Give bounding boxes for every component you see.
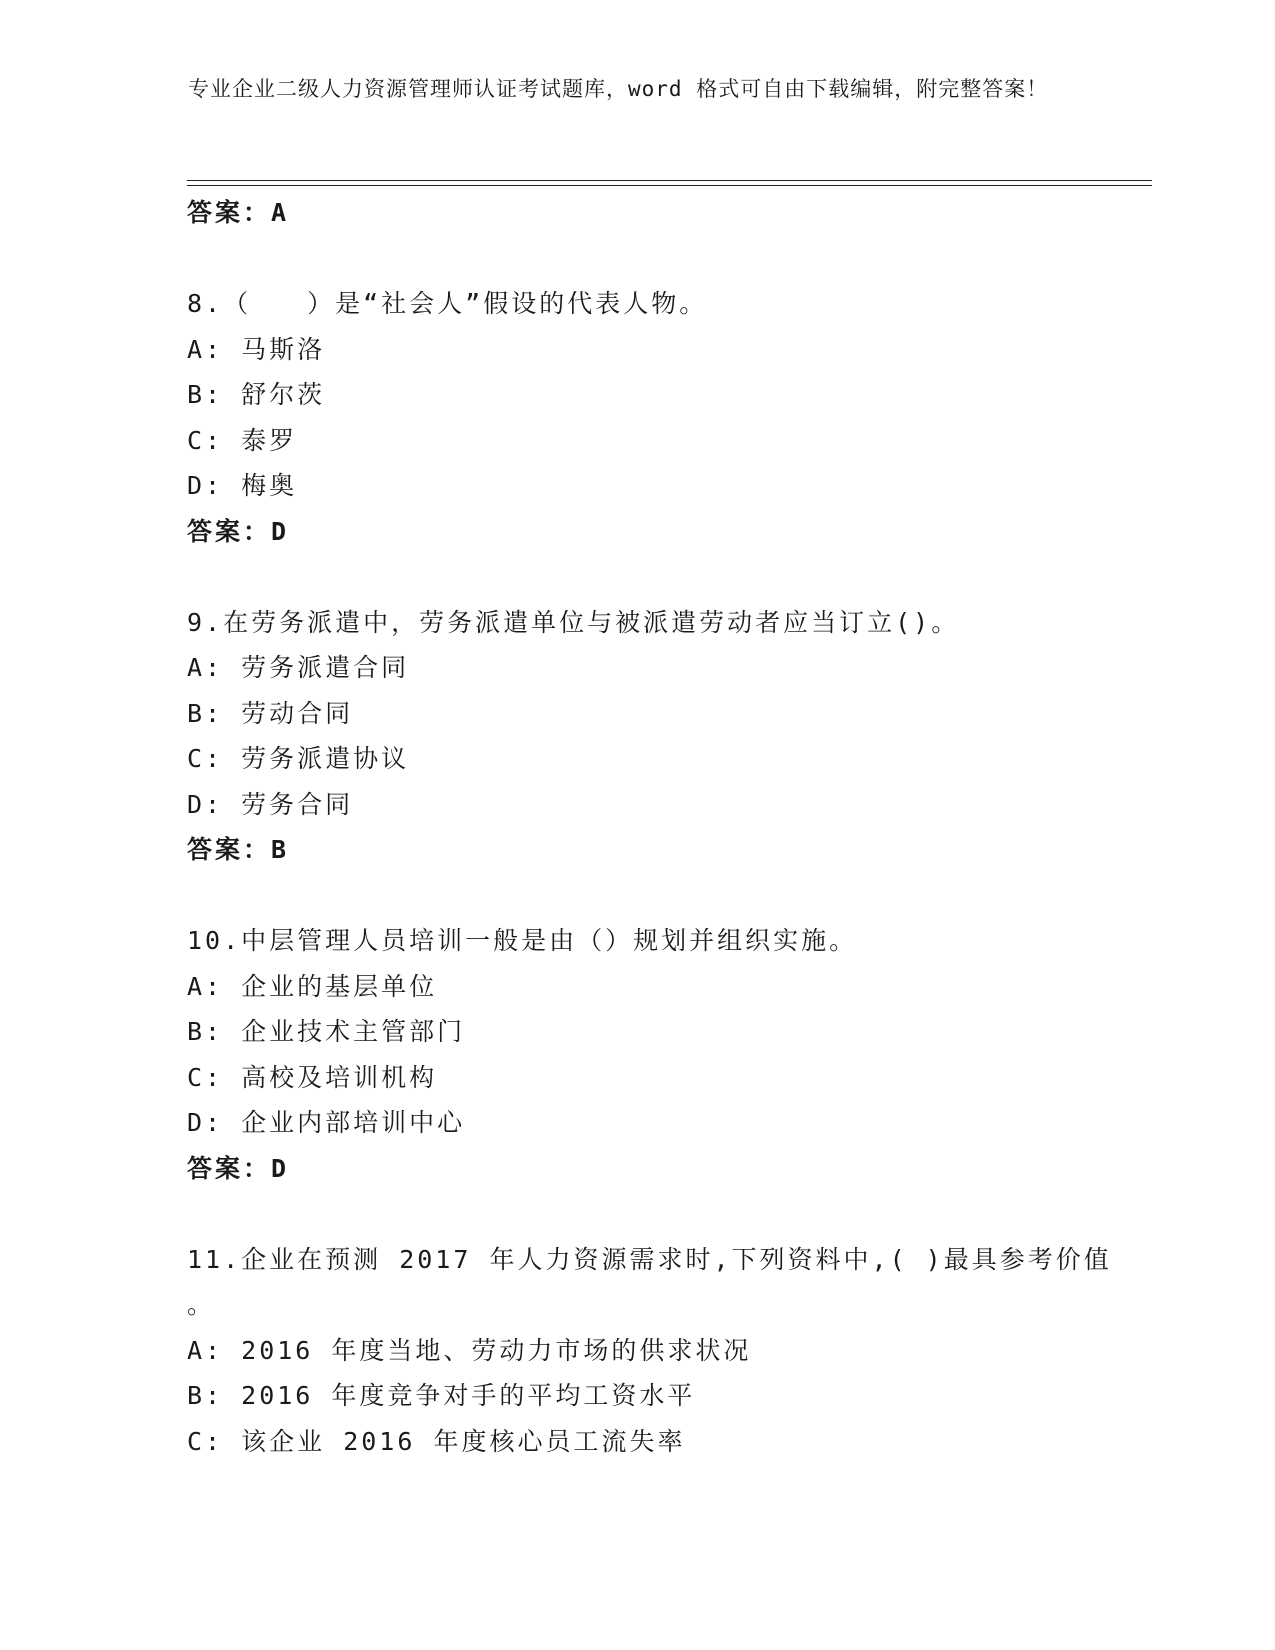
question-block: [187, 1237, 1127, 1465]
option-a: A: 2016 年度当地、劳动力市场的供求状况: [187, 1335, 752, 1365]
question-stem: 10.中层管理人员培训一般是由（）规划并组织实施。: [187, 926, 858, 955]
header-rule-bottom: [187, 185, 1152, 186]
option-c: C: 高校及培训机构: [187, 1062, 438, 1092]
question-stem: 8.（ ）是“社会人”假设的代表人物。: [187, 289, 708, 318]
answer-line: 答案：B: [187, 835, 290, 864]
option-d: D: 劳务合同: [187, 789, 354, 819]
answer-line: 答案：D: [187, 516, 290, 546]
document-header: 专业企业二级人力资源管理师认证考试题库，word 格式可自由下载编辑，附完整答案！: [188, 77, 1049, 101]
question-block: [187, 281, 1127, 554]
option-b: B: 舒尔茨: [187, 380, 326, 409]
question-block: [187, 918, 1127, 1191]
option-d: D: 企业内部培训中心: [187, 1108, 466, 1137]
question-list: [187, 190, 1127, 1464]
answer-line: 答案：D: [187, 1153, 290, 1183]
question-stem-continuation: 。: [187, 1290, 216, 1319]
option-a: A: 劳务派遣合同: [187, 653, 410, 682]
answer-line: 答案：A: [187, 198, 290, 227]
option-c: C: 劳务派遣协议: [187, 744, 410, 773]
option-b: B: 企业技术主管部门: [187, 1017, 466, 1046]
option-b: B: 2016 年度竞争对手的平均工资水平: [187, 1381, 696, 1410]
question-stem: 9.在劳务派遣中，劳务派遣单位与被派遣劳动者应当订立()。: [187, 607, 960, 637]
option-b: B: 劳动合同: [187, 698, 354, 728]
option-c: C: 泰罗: [187, 425, 298, 455]
option-a: A: 马斯洛: [187, 334, 326, 364]
option-c: C: 该企业 2016 年度核心员工流失率: [187, 1426, 686, 1456]
option-a: A: 企业的基层单位: [187, 971, 438, 1001]
header-rule-top: [187, 180, 1152, 181]
option-d: D: 梅奥: [187, 471, 298, 500]
question-stem: 11.企业在预测 2017 年人力资源需求时,下列资料中,( )最具参考价值: [187, 1244, 1112, 1274]
question-block: [187, 600, 1127, 873]
